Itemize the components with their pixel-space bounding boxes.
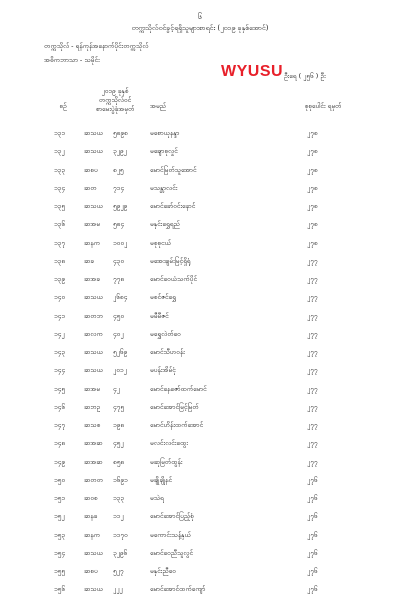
student-count: ဦးရေ ( ၂၅၆ ) ဦး [284, 72, 326, 80]
student-name-cell: မပန်းအိမ်ငုံ [150, 366, 176, 375]
roll-number-cell: ၂၀၁၂ [113, 366, 127, 375]
table-row [0, 144, 400, 162]
table-row [0, 290, 400, 308]
serial-no-cell: ၁၄၁ [54, 311, 65, 320]
roll-number-cell: ၈၅၈ [113, 457, 125, 466]
student-name-cell: မောင်အောင်ပြည့်စုံ [150, 512, 194, 521]
serial-no-cell: ၁၃၃ [54, 165, 65, 174]
total-score-cell: ၂၇၈ [307, 183, 318, 192]
roll-prefix-cell: ဆနက [84, 530, 101, 539]
total-score-cell: ၂၇၆ [307, 494, 318, 502]
table-row [0, 163, 400, 181]
serial-no-cell: ၁၅၁ [54, 494, 65, 502]
roll-prefix-cell: ဆသယ [84, 348, 103, 356]
table-row [0, 418, 400, 436]
roll-number-cell: ၄၅၀ [113, 311, 124, 320]
student-name-cell: မနှင်းရွှေရည် [150, 220, 180, 229]
total-score-cell: ၂၇၈ [307, 238, 318, 247]
roll-number-cell: ၄၇၅ [113, 402, 124, 411]
table-row [0, 528, 400, 546]
roll-number-cell: ၅၈၄ [113, 220, 125, 229]
student-name-cell: မကောင်းသန့်နှယ် [150, 530, 191, 539]
total-score-cell: ၂၇၈ [307, 129, 318, 137]
roll-number-cell: ၅၈၉၈ [113, 129, 128, 137]
student-name-cell: မောင်ဝေယံသက်ပိုင် [150, 275, 197, 283]
total-score-cell: ၂၇၇ [307, 384, 318, 393]
wyusu-stamp: WYUSU [221, 63, 284, 80]
total-score-cell: ၂၇၇ [307, 293, 318, 302]
total-score-cell: ၂၇၇ [307, 348, 318, 356]
header-total-score: စုစုပေါင်း ရမှတ် [304, 102, 342, 110]
total-score-cell: ၂၇၇ [307, 457, 318, 466]
student-name-cell: မမီမီဇင် [150, 311, 169, 320]
table-row [0, 546, 400, 564]
table-row [0, 236, 400, 254]
table-row [0, 272, 400, 290]
roll-number-cell: ၁၉၈ [113, 421, 125, 429]
total-score-cell: ၂၇၆ [307, 585, 318, 594]
roll-number-cell: ၂၆၈၄ [113, 293, 128, 302]
student-name-cell: မောင်ဝေညီသူလွင် [150, 548, 193, 557]
roll-number-cell: ၄၅၂ [113, 439, 124, 448]
serial-no-cell: ၁၄၄ [54, 366, 65, 375]
table-row [0, 382, 400, 400]
roll-prefix-cell: ဆသယ [84, 548, 103, 557]
serial-no-cell: ၁၅၆ [54, 585, 65, 594]
page-number: ၆ [197, 12, 203, 21]
major-line: အဓိကဘာသာ - သမိုင်း [44, 56, 100, 64]
roll-prefix-cell: ဆအဆ [84, 457, 103, 466]
total-score-cell: ၂၇၈ [307, 165, 318, 174]
student-name-cell: မောင်အောင်ထက်ကျော် [150, 585, 206, 594]
serial-no-cell: ၁၃၄ [54, 183, 65, 192]
roll-prefix-cell: ဆစပ [84, 567, 98, 575]
roll-prefix-cell: ဆဝစ [84, 494, 98, 502]
header-roll-line: ၂၀၁၉ ခုနှစ် တက္ကသိုလ်ဝင် စာမေးပွဲခုံအမှတ် [95, 87, 135, 113]
roll-number-cell: ၁၁၇၀ [113, 530, 128, 539]
total-score-cell: ၂၇၆ [307, 567, 318, 575]
student-name-cell: မစောယုနန္ဒာ [150, 129, 180, 137]
table-row [0, 363, 400, 381]
table-row [0, 582, 400, 600]
roll-prefix-cell: ဆသစ [84, 421, 101, 429]
roll-prefix-cell: ဆလက [84, 329, 103, 338]
student-name-cell: မောင်ဟိန်းထက်အောင် [150, 421, 204, 429]
table-row [0, 309, 400, 327]
student-name-cell: မောင်မြတ်သူအောင် [150, 165, 197, 174]
document-title: တက္ကသိုလ်ဝင်ခွင့်ရရှိသူများစာရင်း (၂၀၁၉ ခုနှစ်အောင်) [131, 24, 269, 32]
roll-number-cell: ၁၆၉၁ [113, 475, 128, 484]
roll-number-cell: ၇၁၄ [113, 183, 124, 192]
roll-number-cell: ၃၂၉၂ [113, 147, 127, 156]
table-row [0, 181, 400, 199]
roll-number-cell: ၅၉၂၉ [113, 202, 128, 210]
roll-prefix-cell: ဆခ [84, 256, 94, 265]
roll-number-cell: ၅၂၇ [113, 567, 124, 575]
serial-no-cell: ၁၄၀ [54, 293, 65, 302]
roll-number-cell: ၂၂၂ [113, 585, 123, 594]
student-name-cell: မစင်ဇင်ရွှေ [150, 293, 176, 302]
serial-no-cell: ၁၄၉ [54, 457, 65, 466]
total-score-cell: ၂၇၇ [307, 275, 318, 283]
roll-number-cell: ၄၀၂ [113, 329, 124, 338]
header-name: အမည် [150, 102, 166, 110]
table-row [0, 455, 400, 473]
student-name-cell: မောင်ခော်ဝင်းနောင် [150, 202, 196, 210]
serial-no-cell: ၁၄၅ [54, 384, 65, 393]
table-row [0, 400, 400, 418]
serial-no-cell: ၁၄၇ [54, 421, 65, 429]
total-score-cell: ၂၇၇ [307, 329, 318, 338]
roll-number-cell: ၁၃၃ [113, 494, 124, 502]
roll-number-cell: ၄၂ [113, 384, 120, 393]
student-name-cell: မနှင်းညီဝေ [150, 567, 176, 575]
total-score-cell: ၂၇၇ [307, 402, 318, 411]
table-row [0, 491, 400, 509]
table-row [0, 564, 400, 582]
roll-prefix-cell: ဆအမ [84, 220, 100, 229]
roll-prefix-cell: ဆသယ [84, 366, 103, 375]
total-score-cell: ၂၇၇ [307, 366, 318, 375]
table-row [0, 509, 400, 527]
roll-number-cell: ၈၂၅ [113, 165, 124, 174]
serial-no-cell: ၁၃၁ [54, 129, 65, 137]
roll-prefix-cell: ဆတ [84, 183, 97, 192]
serial-no-cell: ၁၃၈ [54, 256, 66, 265]
roll-prefix-cell: ဆအမ [84, 384, 100, 393]
student-name-cell: မလင်းလင်းထွေး [150, 439, 188, 448]
total-score-cell: ၂၇၆ [307, 512, 318, 521]
table-row [0, 254, 400, 272]
roll-prefix-cell: ဆအဆ [84, 439, 103, 448]
total-score-cell: ၂၇၇ [307, 439, 318, 448]
student-name-cell: မောင်သီဟဝန်း [150, 348, 185, 356]
serial-no-cell: ၁၄၆ [54, 402, 65, 411]
roll-prefix-cell: ဆတတ [84, 475, 103, 484]
total-score-cell: ၂၇၆ [307, 548, 318, 557]
student-name-cell: မောင်အောင်မြင့်မြတ် [150, 402, 199, 411]
roll-number-cell: ၅၂၆၉ [113, 348, 128, 356]
student-name-cell: မရွှေလဲတ်ဝေ [150, 329, 181, 338]
student-name-cell: မချောစုလှုင် [150, 147, 178, 156]
roll-prefix-cell: ဆနခ [84, 512, 98, 521]
serial-no-cell: ၁၅၂ [54, 512, 65, 521]
serial-no-cell: ၁၃၆ [54, 220, 65, 229]
table-row [0, 345, 400, 363]
serial-no-cell: ၁၅၀ [54, 475, 65, 484]
roll-prefix-cell: ဆသယ [84, 129, 103, 137]
total-score-cell: ၂၇၈ [307, 202, 318, 210]
roll-number-cell: ၃၂၉၆ [113, 548, 128, 557]
table-row [0, 199, 400, 217]
roll-prefix-cell: ဆစပ [84, 165, 98, 174]
total-score-cell: ၂၇၈ [307, 147, 318, 156]
serial-no-cell: ၁၃၉ [54, 275, 65, 283]
student-name-cell: မစုစုငယ် [150, 238, 171, 247]
student-name-cell: မဆုမြတ်ထွန်း [150, 457, 183, 466]
header-roll-number [84, 87, 146, 114]
table-row [0, 126, 400, 144]
roll-prefix-cell: ဆသယ [84, 293, 103, 302]
roll-prefix-cell: ဆအခ [84, 275, 100, 283]
table-row [0, 327, 400, 345]
roll-prefix-cell: ဆဘဥ [84, 402, 101, 411]
total-score-cell: ၂၇၇ [307, 311, 318, 320]
roll-prefix-cell: ဆသယ [84, 147, 103, 156]
roll-number-cell: ၄၃၀ [113, 256, 124, 265]
total-score-cell: ၂၇၇ [307, 421, 318, 429]
serial-no-cell: ၁၃၇ [54, 238, 65, 247]
total-score-cell: ၂၇၇ [307, 256, 318, 265]
roll-prefix-cell: ဆတဘ [84, 311, 103, 320]
roll-prefix-cell: ဆနက [84, 238, 101, 247]
student-name-cell: မချိုချိုနင် [150, 475, 172, 484]
student-name-cell: မောင်နေဇော်ထက်မောင် [150, 384, 207, 393]
table-row [0, 473, 400, 491]
total-score-cell: ၂၇၈ [307, 220, 318, 229]
student-name-cell: မသန္တာလင်း [150, 183, 178, 192]
roll-number-cell: ၁၀၀၂ [113, 238, 128, 247]
table-row [0, 436, 400, 454]
serial-no-cell: ၁၄၂ [54, 329, 65, 338]
serial-no-cell: ၁၅၅ [54, 567, 65, 575]
roll-number-cell: ၁၁၂ [113, 512, 124, 521]
roll-number-cell: ၇၇၈ [113, 275, 125, 283]
total-score-cell: ၂၇၆ [307, 475, 318, 484]
serial-no-cell: ၁၅၃ [54, 530, 65, 539]
university-line: တက္ကသိုလ် - ရန်ကုန်အနောက်ပိုင်းတက္ကသိုလ် [44, 42, 149, 50]
serial-no-cell: ၁၃၂ [54, 147, 65, 156]
header-serial-no: စဉ် [59, 102, 67, 110]
roll-prefix-cell: ဆသယ [84, 202, 103, 210]
serial-no-cell: ၁၄၃ [54, 348, 65, 356]
roll-prefix-cell: ဆသယ [84, 585, 103, 594]
table-row [0, 217, 400, 235]
serial-no-cell: ၁၄၈ [54, 439, 66, 448]
serial-no-cell: ၁၅၄ [54, 548, 65, 557]
student-name-cell: မသဲရ [150, 494, 164, 502]
total-score-cell: ၂၇၆ [307, 530, 318, 539]
student-name-cell: မအေးချမ်းမြင့်ရှိရုံ [150, 256, 191, 265]
results-table [0, 126, 400, 601]
serial-no-cell: ၁၃၅ [54, 202, 65, 210]
